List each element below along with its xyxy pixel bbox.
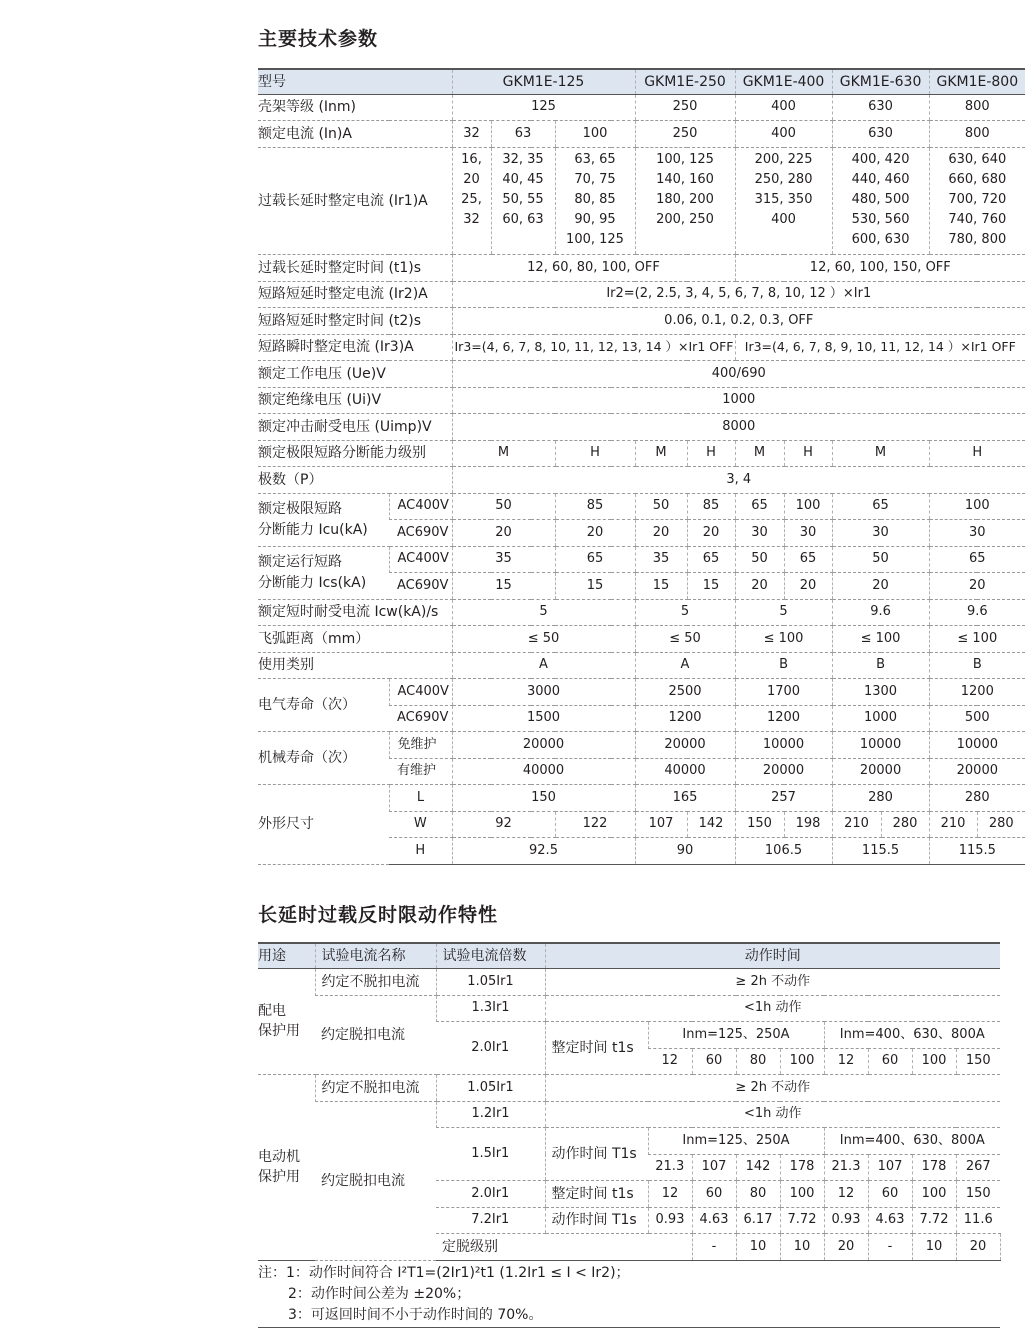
cell: 800 (929, 120, 1025, 147)
sub-label: AC690V (389, 572, 452, 599)
cell: 6.17 (736, 1207, 780, 1233)
trip-characteristic-table (258, 942, 1000, 1261)
cell: 630, 640 660, 680 700, 720 740, 760 780, 800 (929, 147, 1025, 254)
cell: 7.72 (912, 1207, 956, 1233)
cell: 150 (956, 1180, 1000, 1207)
cell: 12, 60, 80, 100, OFF (452, 254, 735, 281)
cell: 2500 (635, 678, 735, 705)
cell: 20 (635, 519, 687, 546)
cell: 12 (824, 1180, 868, 1207)
cell: 1700 (735, 678, 832, 705)
row-label: 电气寿命（次） (258, 678, 389, 731)
cell: 15 (452, 572, 555, 599)
cell: 11.6 (956, 1207, 1000, 1233)
sub-label: L (389, 784, 452, 811)
cell: 400/690 (452, 360, 1025, 387)
model-header: GKM1E-250 (635, 69, 735, 94)
cell: 210 (832, 811, 881, 837)
cell: 10 (912, 1233, 956, 1260)
cell: 50 (735, 546, 784, 572)
cell: 32, 35 40, 45 50, 55 60, 63 (491, 147, 555, 254)
multiple: 2.0Ir1 (436, 1180, 545, 1207)
row-label: 额定绝缘电压 (Ui)V (258, 387, 452, 413)
cell: 15 (555, 572, 635, 599)
model-header: GKM1E-800 (929, 69, 1025, 94)
cell: 3, 4 (452, 466, 1025, 493)
cell: 63 (491, 120, 555, 147)
cell: 400 (735, 120, 832, 147)
time: ≥ 2h 不动作 (545, 1074, 1000, 1101)
row-label: 极数（P） (258, 466, 452, 493)
cell: 10000 (735, 731, 832, 758)
row-label: 机械寿命（次） (258, 731, 389, 784)
sub-label: AC400V (389, 546, 452, 572)
row-label: 额定电流 (In)A (258, 120, 452, 147)
cell: 250 (635, 94, 735, 120)
cell: 280 (881, 811, 929, 837)
cell: 15 (687, 572, 735, 599)
cell: 30 (832, 519, 929, 546)
multiple: 1.2Ir1 (436, 1101, 545, 1127)
cell: 1300 (832, 678, 929, 705)
cell: 210 (929, 811, 977, 837)
time: <1h 动作 (545, 1101, 1000, 1127)
row-label: 短路瞬时整定电流 (Ir3)A (258, 334, 452, 360)
use-distribution: 配电 保护用 (258, 968, 315, 1074)
cell: 12, 60, 100, 150, OFF (735, 254, 1025, 281)
cell: 280 (832, 784, 929, 811)
cell: H (929, 440, 1025, 466)
model-header: GKM1E-125 (452, 69, 635, 94)
header-model-label: 型号 (258, 69, 452, 94)
test-name: 约定不脱扣电流 (315, 1074, 436, 1101)
cell: 0.93 (648, 1207, 692, 1233)
cell: 15 (635, 572, 687, 599)
cell: 65 (929, 546, 1025, 572)
cell: A (452, 652, 635, 678)
cell: 35 (452, 546, 555, 572)
cell: 40000 (452, 758, 635, 784)
cell: 165 (635, 784, 735, 811)
cell: - (692, 1233, 736, 1260)
cell: H (687, 440, 735, 466)
cell: 280 (929, 784, 1025, 811)
sub-label: W (389, 811, 452, 837)
sub-label: AC690V (389, 705, 452, 731)
cell: 122 (555, 811, 635, 837)
row-label: 额定冲击耐受电压 (Uimp)V (258, 413, 452, 440)
cell: H (555, 440, 635, 466)
row-label: 飞弧距离（mm） (258, 625, 452, 652)
cell: 198 (784, 811, 832, 837)
cell: 10 (780, 1233, 824, 1260)
cell: 100 (929, 493, 1025, 519)
model-header: GKM1E-630 (832, 69, 929, 94)
cell: 150 (956, 1048, 1000, 1074)
cell: 178 (912, 1154, 956, 1180)
cell: 280 (977, 811, 1025, 837)
cell: 257 (735, 784, 832, 811)
cell: 10000 (929, 731, 1025, 758)
cell: 20 (824, 1233, 868, 1260)
cell: 32 (452, 120, 491, 147)
cell: 630 (832, 120, 929, 147)
cell: 20 (452, 519, 555, 546)
footnotes (258, 1263, 1000, 1326)
cell: 1200 (929, 678, 1025, 705)
cell: 10 (736, 1233, 780, 1260)
row-label: 短路短延时整定电流 (Ir2)A (258, 281, 452, 307)
row-label: 过载长延时整定时间 (t1)s (258, 254, 452, 281)
cell: B (832, 652, 929, 678)
cell: 107 (635, 811, 687, 837)
cell: 85 (687, 493, 735, 519)
group-header: Inm=125、250A (648, 1021, 824, 1048)
time: <1h 动作 (545, 995, 1000, 1021)
cell: 60 (692, 1180, 736, 1207)
cell: 21.3 (824, 1154, 868, 1180)
group-header: Inm=125、250A (648, 1127, 824, 1154)
cell: 12 (824, 1048, 868, 1074)
cell: 106.5 (735, 837, 832, 864)
cell: 65 (735, 493, 784, 519)
section-title-specs: 主要技术参数 (258, 28, 379, 50)
cell: 60 (868, 1048, 912, 1074)
cell: 5 (735, 599, 832, 625)
row-label-ics: 额定运行短路 分断能力 Ics(kA) (258, 546, 389, 599)
model-header: GKM1E-400 (735, 69, 832, 94)
cell: 3000 (452, 678, 635, 705)
cell: 9.6 (929, 599, 1025, 625)
cell: 1200 (735, 705, 832, 731)
cell: 12 (648, 1180, 692, 1207)
cell: 800 (929, 94, 1025, 120)
cell: 5 (635, 599, 735, 625)
setting-label: 整定时间 t1s (545, 1021, 648, 1074)
row-label: 短路短延时整定时间 (t2)s (258, 307, 452, 334)
cell: 1500 (452, 705, 635, 731)
cell: H (784, 440, 832, 466)
multiple: 1.05Ir1 (436, 1074, 545, 1101)
cell: 20 (735, 572, 784, 599)
note-3: 3：可返回时间不小于动作时间的 70%。 (288, 1307, 543, 1323)
cell: M (735, 440, 784, 466)
cell: 30 (784, 519, 832, 546)
cell: 65 (832, 493, 929, 519)
cell: ≤ 50 (452, 625, 635, 652)
cell: 1200 (635, 705, 735, 731)
cell: 0.93 (824, 1207, 868, 1233)
setting-label: 动作时间 T1s (545, 1127, 648, 1180)
multiple: 1.3Ir1 (436, 995, 545, 1021)
row-label: 额定短时耐受电流 Icw(kA)/s (258, 599, 452, 625)
row-label: 额定工作电压 (Ue)V (258, 360, 452, 387)
bottom-rule (258, 1327, 1000, 1328)
sub-label: 免维护 (389, 731, 452, 758)
row-label: 过载长延时整定电流 (Ir1)A (258, 147, 452, 254)
multiple: 2.0Ir1 (436, 1021, 545, 1074)
cell: 30 (735, 519, 784, 546)
cell: 1000 (832, 705, 929, 731)
cell: 142 (687, 811, 735, 837)
setting-label: 整定时间 t1s (545, 1180, 648, 1207)
multiple: 1.05Ir1 (436, 968, 545, 995)
row-label: 使用类别 (258, 652, 452, 678)
cell: 100 (912, 1048, 956, 1074)
cell: 20000 (635, 731, 735, 758)
note-2: 2：动作时间公差为 ±20%； (288, 1286, 471, 1302)
cell: 20000 (832, 758, 929, 784)
cell: 100 (912, 1180, 956, 1207)
cell: 60 (692, 1048, 736, 1074)
cell: 50 (452, 493, 555, 519)
row-label: 额定极限短路分断能力级别 (258, 440, 452, 466)
sub-label: AC690V (389, 519, 452, 546)
cell: 125 (452, 94, 635, 120)
cell: ≤ 100 (735, 625, 832, 652)
cell: 65 (687, 546, 735, 572)
cell: M (452, 440, 555, 466)
cell: 92.5 (452, 837, 635, 864)
cell: 12 (648, 1048, 692, 1074)
cell: 100 (784, 493, 832, 519)
cell: 100 (555, 120, 635, 147)
cell: 400 (735, 94, 832, 120)
row-label: 外形尺寸 (258, 784, 389, 864)
cell: 630 (832, 94, 929, 120)
cell: Ir3=(4, 6, 7, 8, 10, 11, 12, 13, 14 ）×Ir1 OFF (452, 334, 735, 360)
cell: 1000 (452, 387, 1025, 413)
cell: 267 (956, 1154, 1000, 1180)
cell: A (635, 652, 735, 678)
cell: 20000 (735, 758, 832, 784)
multiple: 1.5Ir1 (436, 1127, 545, 1180)
header-use: 用途 (258, 943, 315, 968)
cell: 85 (555, 493, 635, 519)
cell: 115.5 (929, 837, 1025, 864)
cell: 20 (784, 572, 832, 599)
cell: 92 (452, 811, 555, 837)
cell: 8000 (452, 413, 1025, 440)
cell: 4.63 (692, 1207, 736, 1233)
cell: 35 (635, 546, 687, 572)
header-time: 动作时间 (545, 943, 1000, 968)
sub-label: H (389, 837, 452, 864)
cell: 250 (635, 120, 735, 147)
cell: 80 (736, 1048, 780, 1074)
cell: 50 (832, 546, 929, 572)
multiple: 7.2Ir1 (436, 1207, 545, 1233)
group-header: Inm=400、630、800A (824, 1127, 1000, 1154)
cell: 7.72 (780, 1207, 824, 1233)
cell: 20 (555, 519, 635, 546)
test-name: 约定不脱扣电流 (315, 968, 436, 995)
cell: 150 (452, 784, 635, 811)
cell: 63, 65 70, 75 80, 85 90, 95 100, 125 (555, 147, 635, 254)
test-name: 约定脱扣电流 (315, 1101, 436, 1260)
cell: 21.3 (648, 1154, 692, 1180)
cell: 178 (780, 1154, 824, 1180)
cell: B (735, 652, 832, 678)
cell: 100 (780, 1180, 824, 1207)
cell: 60 (868, 1180, 912, 1207)
cell: 65 (555, 546, 635, 572)
cell: - (868, 1233, 912, 1260)
setting-label: 动作时间 T1s (545, 1207, 648, 1233)
cell: 115.5 (832, 837, 929, 864)
cell: 40000 (635, 758, 735, 784)
time: ≥ 2h 不动作 (545, 968, 1000, 995)
cell: Ir2=(2, 2.5, 3, 4, 5, 6, 7, 8, 10, 12 ）×Ir1 (452, 281, 1025, 307)
cell: 9.6 (832, 599, 929, 625)
cell: 90 (635, 837, 735, 864)
main-spec-table (258, 68, 1025, 865)
trip-class-label: 定脱级别 (436, 1233, 692, 1260)
cell: 16, 20 25, 32 (452, 147, 491, 254)
cell: 5 (452, 599, 635, 625)
cell: 150 (735, 811, 784, 837)
cell: M (832, 440, 929, 466)
group-header: Inm=400、630、800A (824, 1021, 1000, 1048)
section-title-curve: 长延时过载反时限动作特性 (258, 904, 499, 926)
cell: 107 (868, 1154, 912, 1180)
cell: 20000 (929, 758, 1025, 784)
cell: 107 (692, 1154, 736, 1180)
cell: 20 (832, 572, 929, 599)
header-multiple: 试验电流倍数 (436, 943, 545, 968)
use-motor: 电动机 保护用 (258, 1074, 315, 1260)
cell: Ir3=(4, 6, 7, 8, 9, 10, 11, 12, 14 ）×Ir1 OFF (735, 334, 1025, 360)
row-label-icu: 额定极限短路 分断能力 Icu(kA) (258, 493, 389, 546)
sub-label: 有维护 (389, 758, 452, 784)
cell: 0.06, 0.1, 0.2, 0.3, OFF (452, 307, 1025, 334)
note-1: 注：1：动作时间符合 I²T1=(2Ir1)²t1 (1.2Ir1 ≤ I < Ir2)； (258, 1265, 630, 1281)
cell: 80 (736, 1180, 780, 1207)
cell: 142 (736, 1154, 780, 1180)
cell: ≤ 100 (929, 625, 1025, 652)
cell: 4.63 (868, 1207, 912, 1233)
cell: 50 (635, 493, 687, 519)
cell: 20000 (452, 731, 635, 758)
cell: M (635, 440, 687, 466)
cell: 20 (929, 572, 1025, 599)
sub-label: AC400V (389, 678, 452, 705)
cell: 20 (956, 1233, 1000, 1260)
test-name: 约定脱扣电流 (315, 995, 436, 1074)
row-label: 壳架等级 (Inm) (258, 94, 452, 120)
cell: B (929, 652, 1025, 678)
cell: 65 (784, 546, 832, 572)
cell: 10000 (832, 731, 929, 758)
cell: 20 (687, 519, 735, 546)
cell: 200, 225 250, 280 315, 350 400 (735, 147, 832, 254)
sub-label: AC400V (389, 493, 452, 519)
cell: ≤ 50 (635, 625, 735, 652)
cell: ≤ 100 (832, 625, 929, 652)
cell: 400, 420 440, 460 480, 500 530, 560 600, 630 (832, 147, 929, 254)
cell: 100 (780, 1048, 824, 1074)
header-name: 试验电流名称 (315, 943, 436, 968)
cell: 100, 125 140, 160 180, 200 200, 250 (635, 147, 735, 254)
cell: 500 (929, 705, 1025, 731)
cell: 30 (929, 519, 1025, 546)
